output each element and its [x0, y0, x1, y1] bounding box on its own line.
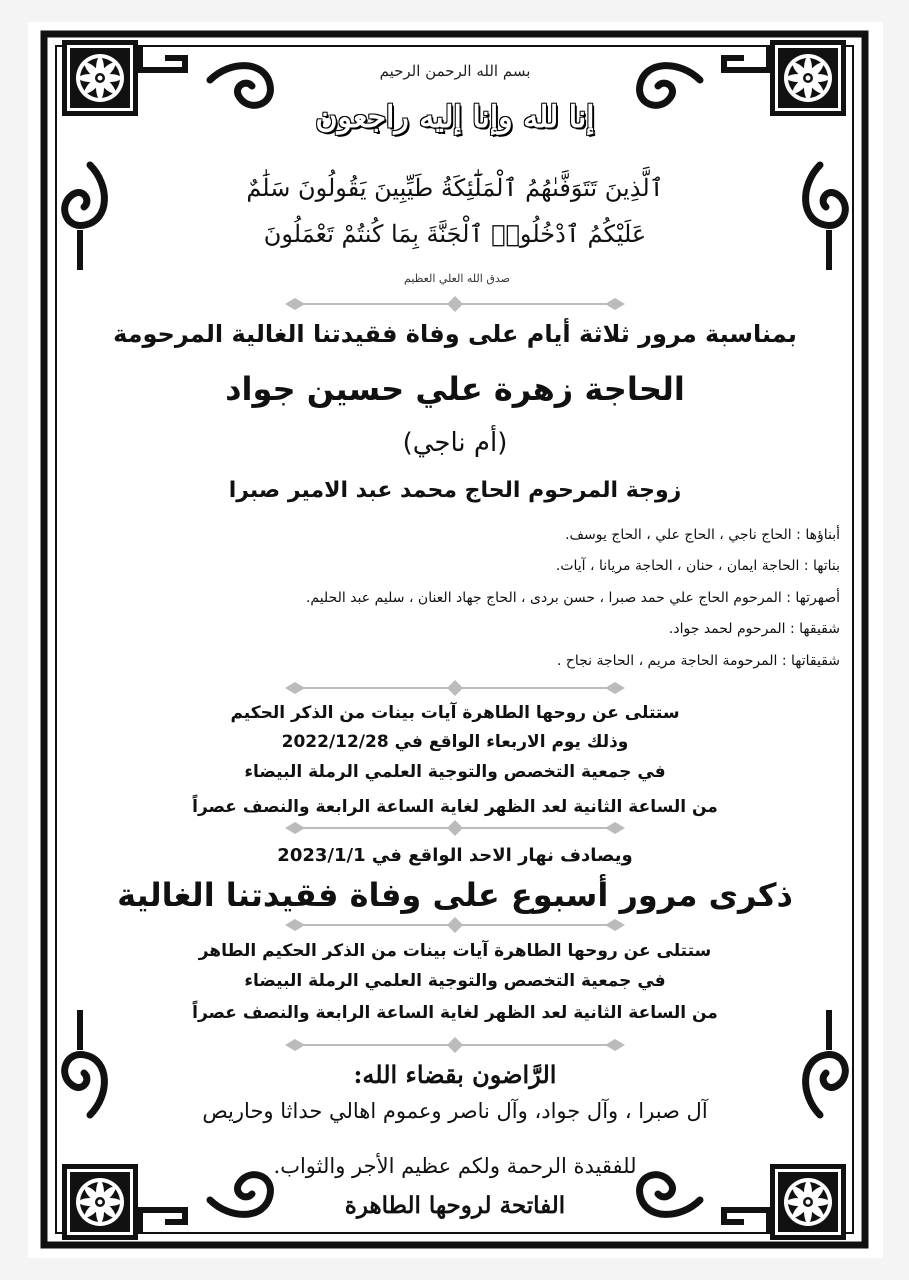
wife-of-line: زوجة المرحوم الحاج محمد عبد الامير صبرا [228, 478, 682, 503]
ceremony2-line: ستتلى عن روحها الطاهرة آيات بينات من الذكر الحكيم الطاهر [198, 941, 712, 961]
week-memorial-heading: ذكرى مرور أسبوع على وفاة فقيدتنا الغالية [117, 876, 793, 914]
sadaq-allah: صدق الله العلي العظيم [404, 272, 510, 285]
ceremony1-line: وذلك يوم الاربعاء الواقع في 2022/12/28 [281, 732, 629, 752]
radoun-heading: الرَّاضون بقضاء الله: [353, 1060, 557, 1089]
ceremony1-line: ستتلى عن روحها الطاهرة آيات بينات من الذكر الحكيم [230, 703, 680, 723]
family-sons: أبناؤها : الحاج ناجي ، الحاج علي ، الحاج يوسف. [565, 527, 840, 543]
quran-verse-line-2: عَلَيْكُمُ ٱدْخُلُوا۟ ٱلْجَنَّةَ بِمَا كُنتُمْ تَعْمَلُونَ [263, 220, 647, 248]
family-sisters: شقيقاتها : المرحومة الحاجة مريم ، الحاجة نجاح . [556, 653, 840, 669]
family-brother: شقيقها : المرحوم لحمد جواد. [668, 621, 840, 637]
fatiha-line: الفاتحة لروحها الطاهرة [344, 1192, 566, 1219]
week-intro: ويصادف نهار الاحد الواقع في 2023/1/1 [277, 845, 633, 866]
basmala: بسم الله الرحمن الرحيم [379, 62, 531, 80]
obituary-content [70, 0, 840, 1280]
condolence-line: للفقيدة الرحمة ولكم عظيم الأجر والثواب. [273, 1154, 637, 1178]
family-sons-in-law: أصهرتها : المرحوم الحاج علي حمد صبرا ، حسن بردى ، الحاج جهاد العنان ، سليم عبد الحليم. [305, 590, 840, 606]
inna-lillah-heading: إنا لله وإنا إليه راجعون [315, 100, 595, 135]
ceremony1-line: من الساعة الثانية لعد الظهر لغاية الساعة الرابعة والنصف عصراً [192, 797, 718, 817]
occasion-heading: بمناسبة مرور ثلاثة أيام على وفاة فقيدتنا الغالية المرحومة [113, 320, 797, 348]
mourning-families: آل صبرا ، وآل جواد، وآل ناصر وعموم اهالي حداثا وحاريص [202, 1099, 708, 1123]
quran-verse-line-1: ٱلَّذِينَ تَتَوَفَّىٰهُمُ ٱلْمَلَٰٓئِكَةُ طَيِّبِينَ يَقُولُونَ سَلَٰمٌ [246, 174, 664, 202]
deceased-nickname: (أم ناجي) [402, 428, 508, 458]
ceremony2-line: في جمعية التخصص والتوجية العلمي الرملة البيضاء [244, 971, 666, 991]
ceremony1-line: في جمعية التخصص والتوجية العلمي الرملة البيضاء [244, 762, 666, 782]
deceased-name: الحاجة زهرة علي حسين جواد [225, 370, 685, 408]
ceremony2-line: من الساعة الثانية لعد الظهر لغاية الساعة الرابعة والنصف عصراً [192, 1003, 718, 1023]
family-daughters: بناتها : الحاجة ايمان ، حنان ، الحاجة مريانا ، آيات. [555, 558, 840, 574]
